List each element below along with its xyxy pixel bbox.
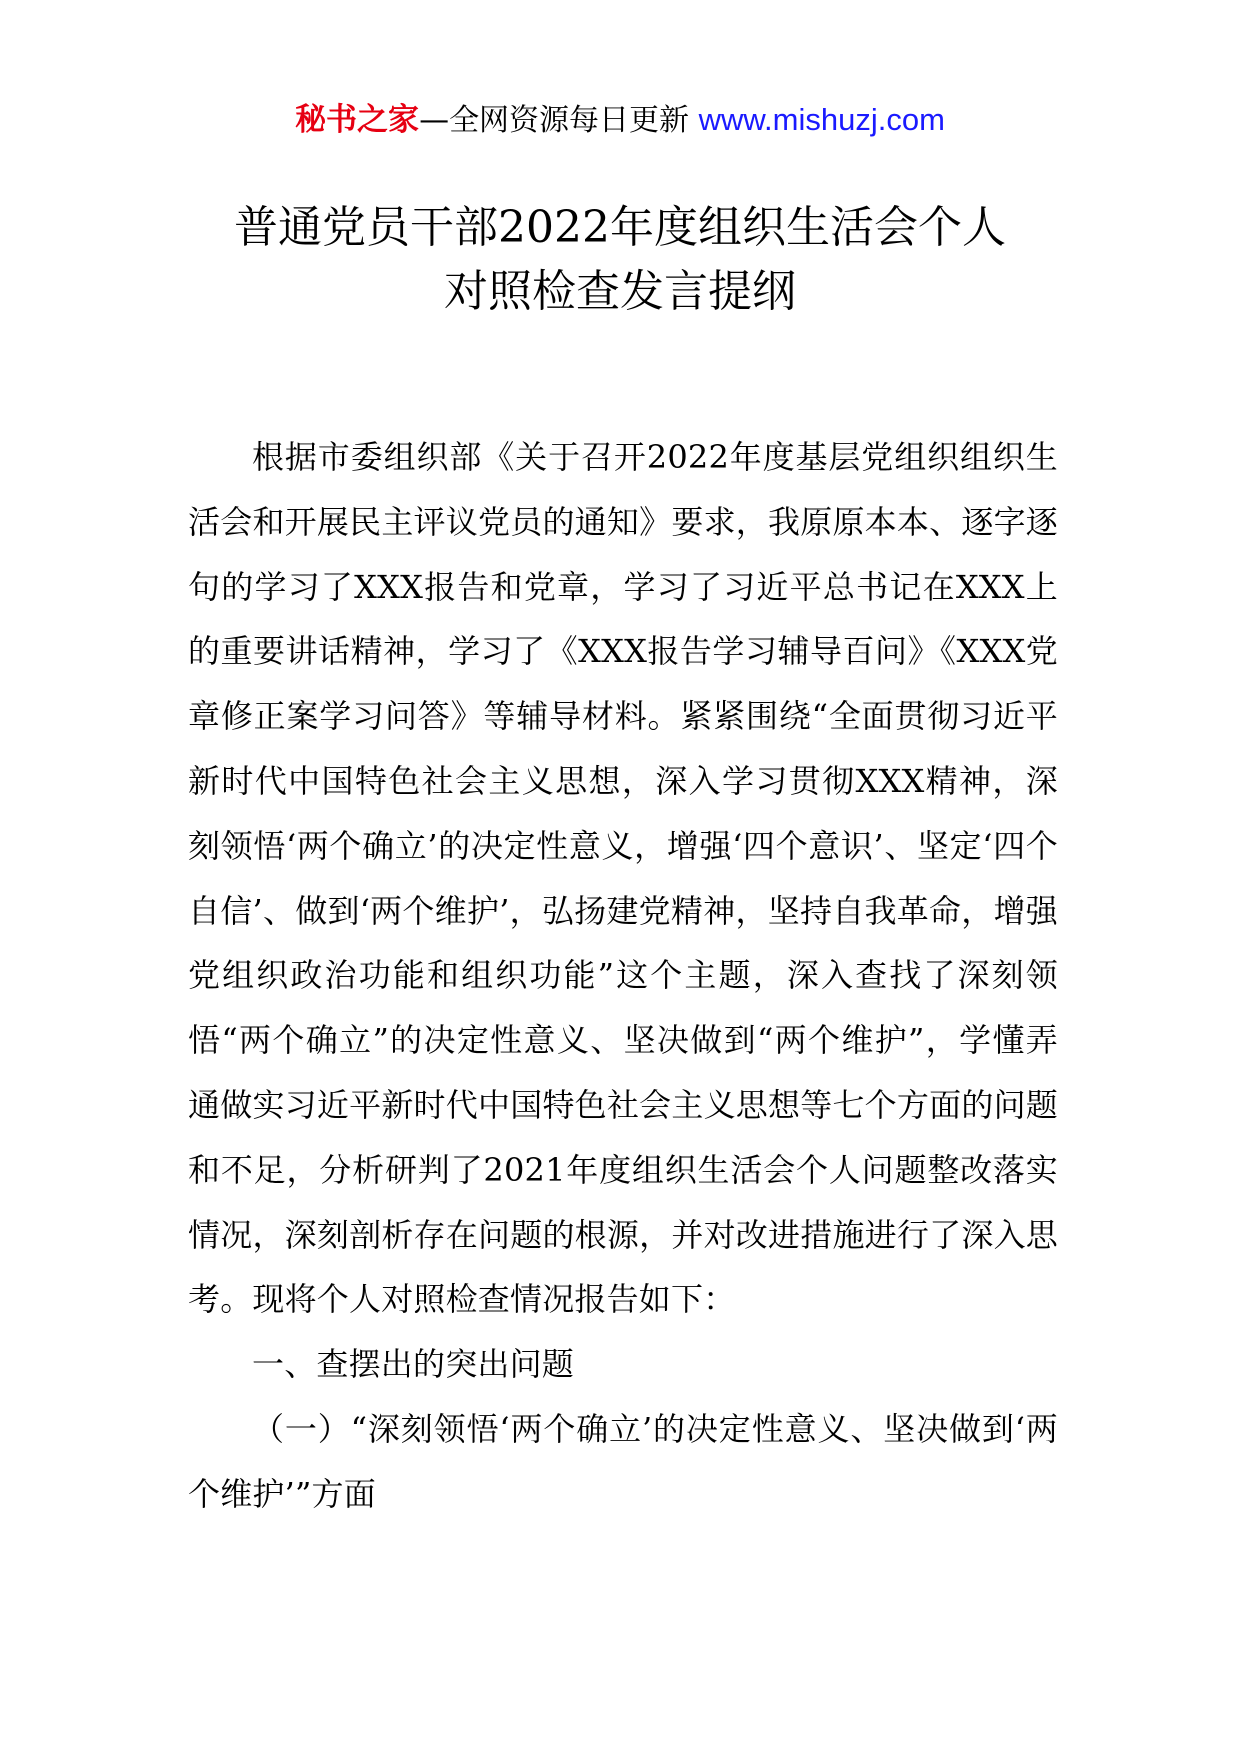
document-title-line-1: 普通党员干部2022年度组织生活会个人 [234,202,1006,253]
intro-paragraph: 根据市委组织部《关于召开2022年度基层党组织组织生活会和开展民主评议党员的通知》要求，我原原本本、逐字逐句的学习了XXX报告和党章，学习了习近平总书记在XXX上的重要讲话精神，学习了《XXX报告学习辅导百问》《XXX党章修正案学习问答》等辅导材料。紧紧围绕“全面贯彻习近平新时代中国特色社会主义思想，深入学习贯彻XXX精神，深刻领悟‘两个确立’的决定性意义，增强‘四个意识’、坚定‘四个自信’、做到‘两个维护’，弘扬建党精神，坚持自我革命，增强党组织政治功能和组织功能”这个主题，深入查找了深刻领悟“两个确立”的决定性意义、坚决做到“两个维护”，学懂弄通做实习近平新时代中国特色社会主义思想等七个方面的问题和不足，分析研判了2021年度组织生活会个人问题整改落实情况，深刻剖析存在问题的根源，并对改进措施进行了深入思考。现将个人对照检查情况报告如下： [188,438,1058,1319]
site-header [0,100,1240,141]
document-body [188,425,1058,1527]
section-heading: 一、查摆出的突出问题 [252,1345,575,1384]
subsection-heading: （一）“深刻领悟‘两个确立’的决定性意义、坚决做到‘两个维护’”方面 [188,1409,1058,1513]
brand-name: 秘书之家 [295,102,420,138]
document-title-line-2: 对照检查发言提纲 [444,266,796,317]
header-slogan: —全网资源每日更新 [419,103,690,138]
site-url-link[interactable]: www.mishuzj.com [698,102,945,137]
document-title [150,196,1090,324]
